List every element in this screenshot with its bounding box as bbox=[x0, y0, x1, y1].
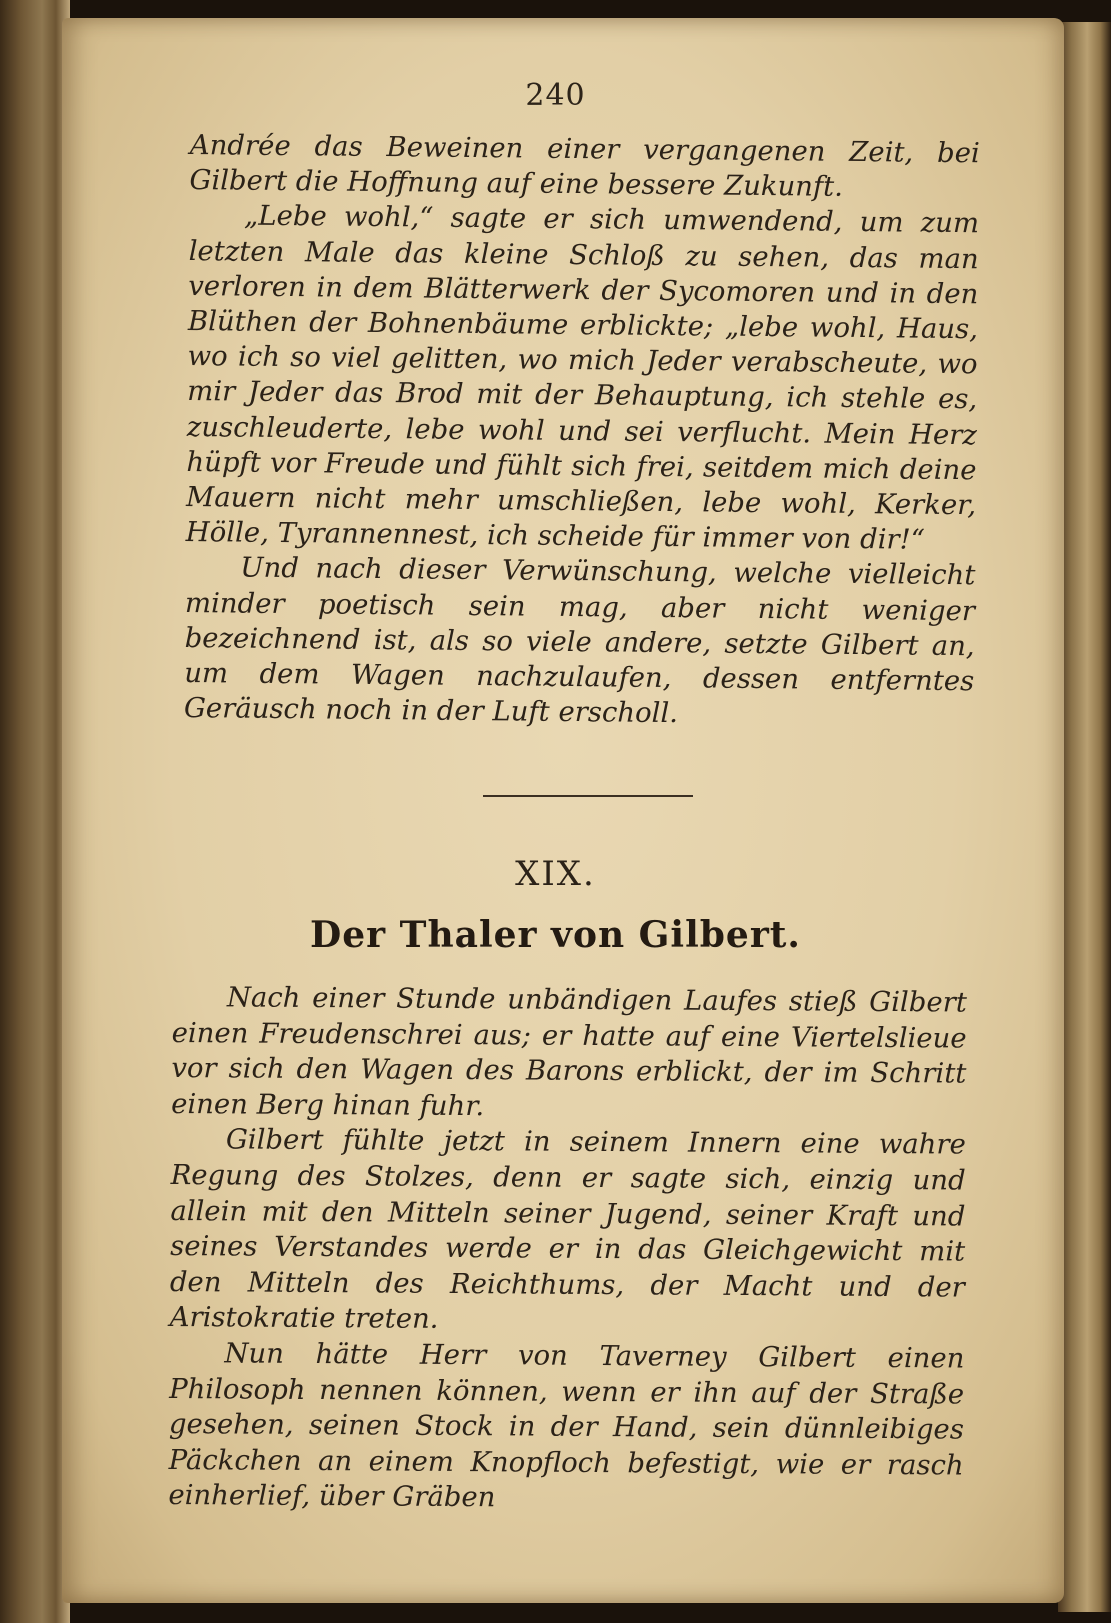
chapter-number: XIX. bbox=[515, 854, 596, 894]
paragraph: Und nach dieser Verwünschung, welche vielleicht minder poetisch sein mag, aber nicht weniger bezeichnend ist, als so viele andere, setzte Gilbert an, um dem Wagen nachzulaufen, dessen entferntes Geräusch noch in der Luft erscholl. bbox=[183, 551, 976, 730]
continuation-text bbox=[184, 128, 980, 735]
paragraph: Nun hätte Herr von Taverney Gilbert einen Philosoph nennen können, wenn er ihn auf der Straße gesehen, seinen Stock in der Hand, sein dünnleibiges Päckchen an einem Knopfloch befestigt, wie er rasch einherlief, über Gräben bbox=[168, 1337, 965, 1514]
chapter-title: Der Thaler von Gilbert. bbox=[310, 914, 801, 956]
paragraph: „Lebe wohl,“ sagte er sich umwendend, um zum letzten Male das kleine Schloß zu sehen, das man verloren in dem Blätterwerk der Sycomoren und in den Blüthen der Bohnenbäume erblickte; „lebe wohl, Haus, wo ich so viel gelitten, wo mich Jeder verabscheute, wo mir Jeder das Brod mit der Behauptung, ich stehle es, zuschleuderte, lebe wohl und sei verflucht. Mein Herz hüpft vor Freude und fühlt sich frei, seitdem mich deine Mauern nicht mehr umschließen, lebe wohl, Kerker, Hölle, Tyrannennest, ich scheide für immer von dir!“ bbox=[185, 199, 980, 556]
paragraph: Andrée das Beweinen einer vergangenen Zeit, bei Gilbert die Hoffnung auf eine bessere Zukunft. bbox=[189, 128, 980, 204]
page-number: 240 bbox=[525, 78, 586, 113]
right-page-edge bbox=[1058, 22, 1111, 1612]
paragraph: Nach einer Stunde unbändigen Laufes stieß Gilbert einen Freudenschrei aus; er hatte auf eine Viertelslieue vor sich den Wagen des Barons erblickt, der im Schritt einen Berg hinan fuhr. bbox=[171, 981, 967, 1122]
chapter-text bbox=[168, 980, 967, 1519]
paragraph: Gilbert fühlte jetzt in seinem Innern eine wahre Regung des Stolzes, denn er sagte sich, einzig und allein mit den Mitteln seiner Jugend, seiner Kraft und seines Verstandes werde er in das Gleichgewicht mit den Mitteln des Reichthums, der Macht und der Aristokratie treten. bbox=[169, 1123, 966, 1336]
section-divider bbox=[483, 795, 693, 797]
left-page-stack bbox=[0, 0, 70, 1623]
